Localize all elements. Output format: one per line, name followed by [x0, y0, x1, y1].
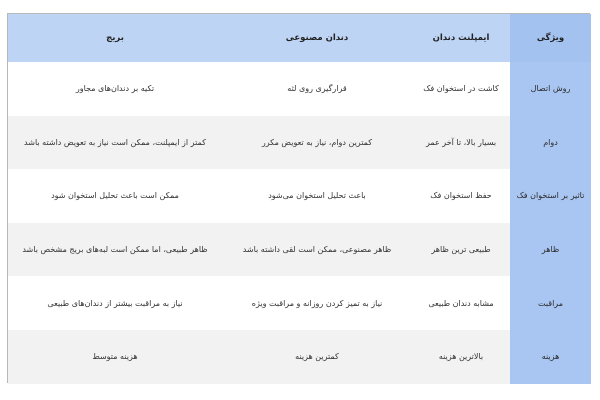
table-row — [8, 330, 591, 384]
bridge-cell: نیاز به مراقبت بیشتر از دندان‌های طبیعی — [47, 298, 183, 308]
bridge-cell: کمتر از ایمپلنت، ممکن است نیاز به تعویض داشته باشد — [8, 116, 222, 170]
bridge-cell: ممکن است باعث تحلیل استخوان شود — [51, 191, 179, 201]
implant-cell: بالاترین هزینه — [412, 330, 510, 384]
row-feature-cell: روش اتصال — [510, 62, 591, 116]
table-row — [8, 276, 591, 330]
implant-cell: بسیار بالا، تا آخر عمر — [412, 116, 510, 170]
implant-cell: کاشت در استخوان فک — [423, 84, 499, 94]
denture-cell: قرارگیری روی لثه — [287, 84, 347, 94]
denture-cell: کمترین دوام، نیاز به تعویض مکرر — [222, 116, 412, 170]
bridge-cell: ظاهر طبیعی، اما ممکن است لبه‌های بریج مشخص باشد — [8, 223, 222, 277]
implant-cell: حفظ استخوان فک — [430, 191, 492, 201]
row-feature-cell: دوام — [510, 116, 591, 170]
row-feature-cell: هزینه — [510, 330, 591, 384]
header-denture: دندان مصنوعی — [222, 14, 412, 62]
bridge-cell: هزینه متوسط — [8, 330, 222, 384]
row-feature-cell: ظاهر — [510, 223, 591, 277]
table-row — [8, 62, 591, 116]
table-row — [8, 169, 591, 223]
denture-cell: کمترین هزینه — [222, 330, 412, 384]
bridge-cell: تکیه بر دندان‌های مجاور — [75, 84, 155, 94]
row-feature-cell: تاثیر بر استخوان فک — [510, 169, 591, 223]
row-feature-cell: مراقبت — [510, 276, 591, 330]
comparison-table-container — [7, 13, 590, 383]
denture-cell: باعث تحلیل استخوان می‌شود — [268, 191, 366, 201]
denture-cell: نیاز به تمیز کردن روزانه و مراقبت ویژه — [251, 298, 383, 308]
implant-cell: طبیعی ترین ظاهر — [412, 223, 510, 277]
table-row — [8, 223, 591, 277]
header-implant: ایمپلنت دندان — [412, 14, 510, 62]
denture-cell: ظاهر مصنوعی، ممکن است لقی داشته باشد — [222, 223, 412, 277]
header-feature: ویژگی — [510, 14, 591, 62]
implant-cell: مشابه دندان طبیعی — [428, 298, 494, 308]
table-row — [8, 116, 591, 170]
comparison-table — [8, 14, 591, 384]
table-header-row — [8, 14, 591, 62]
header-bridge: بریج — [8, 14, 222, 62]
